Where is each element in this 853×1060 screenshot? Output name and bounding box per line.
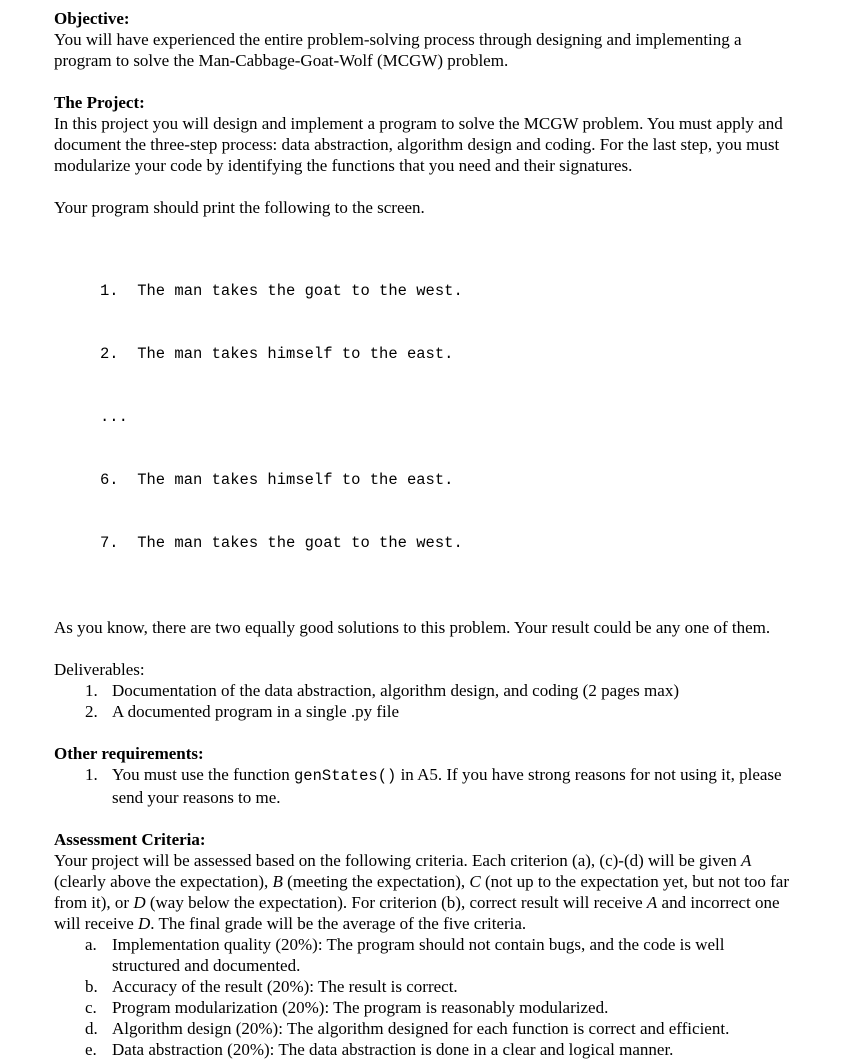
assessment-text-segment: . The final grade will be the average of the five criteria.: [150, 914, 527, 933]
list-item: [85, 997, 796, 1018]
item-marker: b.: [85, 977, 98, 996]
list-item: [85, 934, 796, 976]
list-item: [85, 764, 796, 808]
grade-letter: C: [469, 872, 481, 891]
item-text: [112, 764, 796, 808]
item-text: Algorithm design (20%): The algorithm designed for each function is correct and efficient.: [112, 1019, 730, 1038]
section-other-requirements: [54, 743, 796, 808]
assessment-intro: [54, 850, 796, 934]
assessment-text-segment: and incorrect one will receive: [54, 893, 780, 933]
item-marker: d.: [85, 1019, 98, 1038]
assessment-text-segment: (clearly above the expectation),: [54, 872, 273, 891]
output-line: 7. The man takes the goat to the west.: [100, 534, 463, 552]
requirement-text-segment: in A5. If you have strong reasons for not using it, please send your reasons to me.: [112, 765, 782, 807]
project-heading: The Project:: [54, 93, 145, 112]
item-marker: 1.: [85, 765, 98, 784]
assessment-text-segment: Your project will be assessed based on the following criteria. Each criterion (a), (c)-(d) will be given: [54, 851, 742, 870]
deliverables-list: [85, 680, 796, 722]
grade-letter: B: [272, 872, 283, 891]
assessment-criteria-list: [85, 934, 796, 1060]
grade-letter: D: [138, 914, 151, 933]
item-marker: c.: [85, 998, 97, 1017]
other-requirements-heading: Other requirements:: [54, 744, 204, 763]
section-objective: [54, 8, 796, 71]
grade-letter: D: [133, 893, 146, 912]
deliverables-heading: Deliverables:: [54, 660, 145, 679]
objective-body: You will have experienced the entire problem-solving process through designing and implementing a program to solve the Man-Cabbage-Goat-Wolf (MCGW) problem.: [54, 30, 742, 70]
item-text: Documentation of the data abstraction, algorithm design, and coding (2 pages max): [112, 681, 679, 700]
list-item: [85, 701, 796, 722]
item-text: Program modularization (20%): The program is reasonably modularized.: [112, 998, 609, 1017]
item-text: Implementation quality (20%): The program should not contain bugs, and the code is well structured and documented.: [112, 935, 725, 975]
list-item: [85, 1018, 796, 1039]
item-marker: 1.: [85, 681, 98, 700]
item-marker: 2.: [85, 702, 98, 721]
grade-letter: A: [741, 851, 752, 870]
grade-letter: A: [646, 893, 658, 912]
output-line: 2. The man takes himself to the east.: [100, 345, 454, 363]
assessment-text-segment: (meeting the expectation),: [282, 872, 470, 891]
program-output-block: [100, 239, 796, 596]
objective-heading: Objective:: [54, 9, 130, 28]
list-item: [85, 976, 796, 997]
project-body: In this project you will design and implement a program to solve the MCGW problem. You must apply and document the three-step process: data abstraction, algorithm design and coding. For the last step, you must modularize your code by identifying the functions that you need and their signatures.: [54, 114, 783, 175]
section-assessment-criteria: [54, 829, 796, 1060]
item-marker: e.: [85, 1040, 97, 1059]
item-marker: a.: [85, 935, 97, 954]
assessment-text-segment: (way below the expectation). For criterion (b), correct result will receive: [145, 893, 647, 912]
section-deliverables: [54, 659, 796, 722]
list-item: [85, 1039, 796, 1060]
solutions-note: As you know, there are two equally good solutions to this problem. Your result could be any one of them.: [54, 618, 771, 637]
list-item: [85, 680, 796, 701]
output-line-ellipsis: ...: [100, 408, 128, 426]
print-intro: Your program should print the following to the screen.: [54, 198, 425, 217]
item-text: Accuracy of the result (20%): The result is correct.: [112, 977, 458, 996]
assessment-heading: Assessment Criteria:: [54, 830, 206, 849]
function-name-code: genStates(): [293, 767, 397, 785]
item-text: A documented program in a single .py file: [112, 702, 400, 721]
item-text: Data abstraction (20%): The data abstraction is done in a clear and logical manner.: [112, 1040, 674, 1059]
output-line: 6. The man takes himself to the east.: [100, 471, 454, 489]
assessment-text-segment: (not up to the expectation yet, but not too far from it), or: [54, 872, 790, 912]
section-project: [54, 92, 796, 176]
output-line: 1. The man takes the goat to the west.: [100, 282, 463, 300]
other-requirements-list: [85, 764, 796, 808]
requirement-text-segment: You must use the function: [112, 765, 294, 784]
